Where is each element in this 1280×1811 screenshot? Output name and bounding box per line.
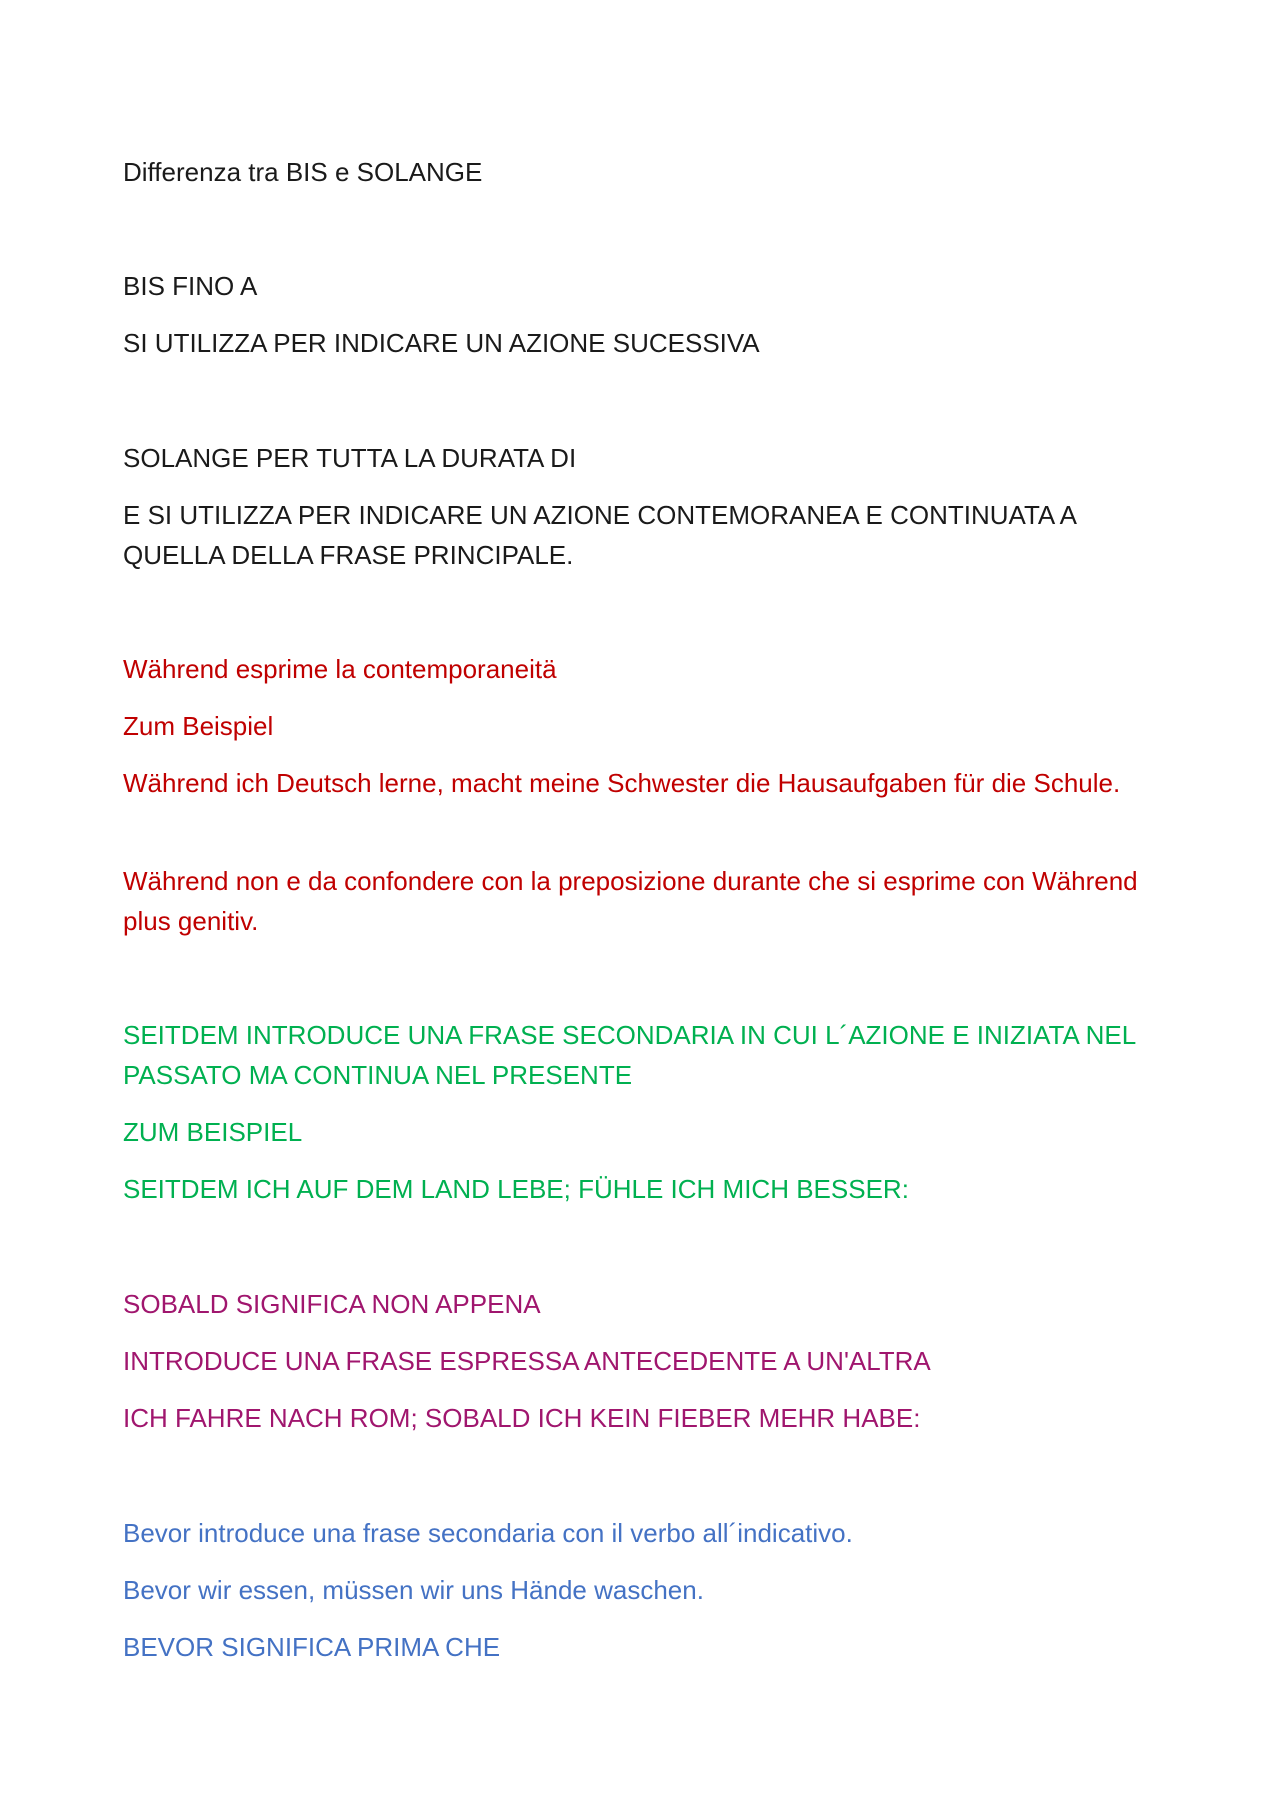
solange-heading: SOLANGE PER TUTTA LA DURATA DI: [123, 443, 577, 473]
bevor-example: Bevor wir essen, müssen wir uns Hände waschen.: [123, 1575, 704, 1605]
solange-description: E SI UTILIZZA PER INDICARE UN AZIONE CONTEMORANEA E CONTINUATA A QUELLA DELLA FRASE PRINCIPALE.: [123, 500, 1076, 570]
sobald-intro: INTRODUCE UNA FRASE ESPRESSA ANTECEDENTE A UN'ALTRA: [123, 1346, 931, 1376]
document-title: Differenza tra BIS e SOLANGE: [123, 157, 483, 187]
waehrend-note: Während non e da confondere con la preposizione durante che si esprime con Während plus genitiv.: [123, 866, 1138, 936]
seitdem-example-label: ZUM BEISPIEL: [123, 1117, 303, 1147]
waehrend-intro: Während esprime la contemporaneitä: [123, 654, 557, 684]
bis-heading: BIS FINO A: [123, 271, 258, 301]
waehrend-example-label: Zum Beispiel: [123, 711, 274, 741]
bis-description: SI UTILIZZA PER INDICARE UN AZIONE SUCESSIVA: [123, 328, 760, 358]
seitdem-example: SEITDEM ICH AUF DEM LAND LEBE; FÜHLE ICH MICH BESSER:: [123, 1174, 909, 1204]
bevor-meaning: BEVOR SIGNIFICA PRIMA CHE: [123, 1632, 501, 1662]
seitdem-intro: SEITDEM INTRODUCE UNA FRASE SECONDARIA IN CUI L´AZIONE E INIZIATA NEL PASSATO MA CONTINUA NEL PRESENTE: [123, 1020, 1136, 1090]
waehrend-example: Während ich Deutsch lerne, macht meine Schwester die Hausaufgaben für die Schule.: [123, 768, 1121, 798]
sobald-example: ICH FAHRE NACH ROM; SOBALD ICH KEIN FIEBER MEHR HABE:: [123, 1403, 921, 1433]
sobald-meaning: SOBALD SIGNIFICA NON APPENA: [123, 1289, 541, 1319]
bevor-intro: Bevor introduce una frase secondaria con il verbo all´indicativo.: [123, 1518, 853, 1548]
